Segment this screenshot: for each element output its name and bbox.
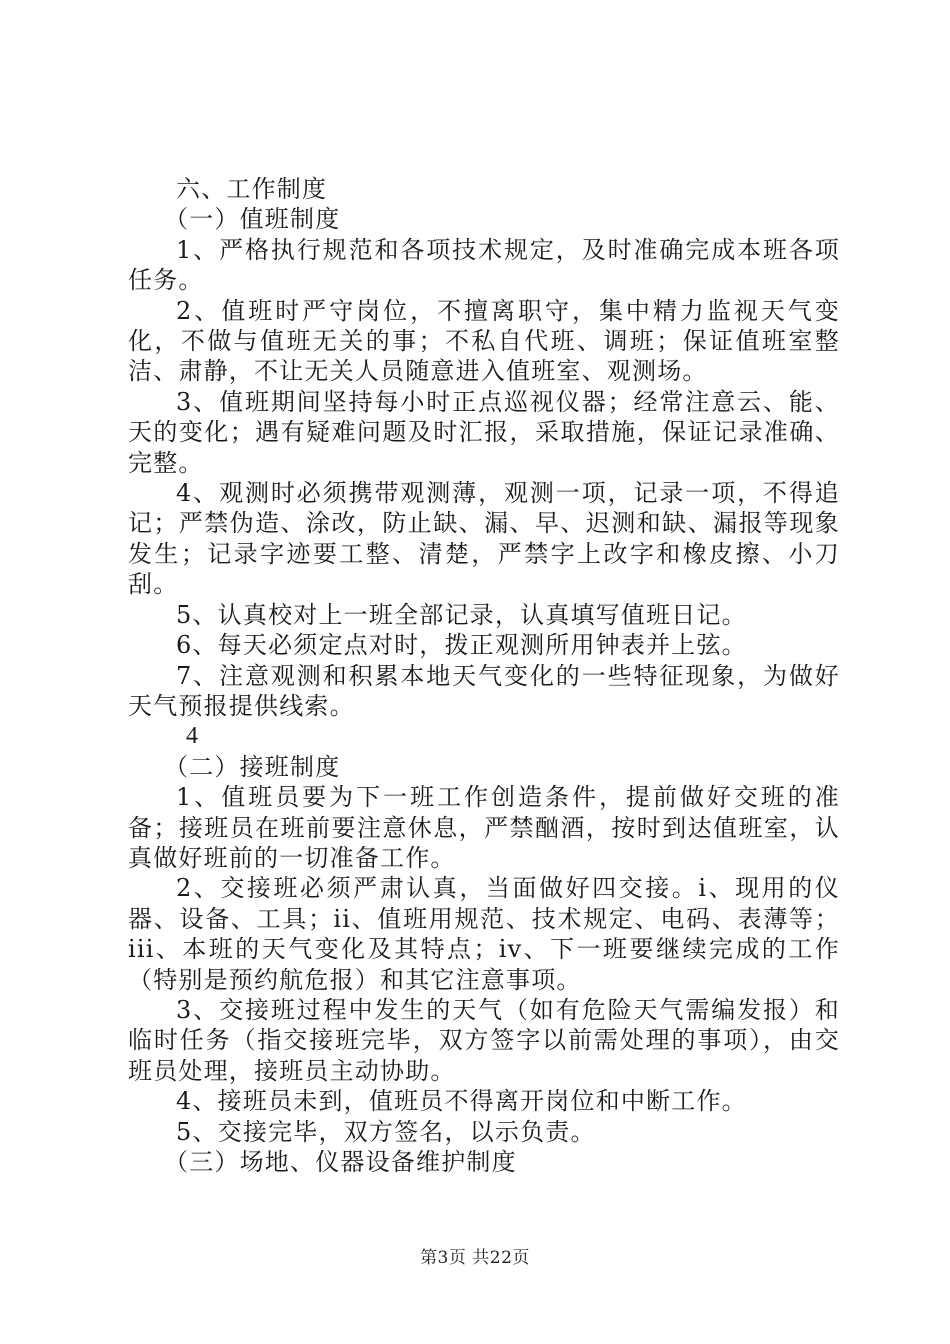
paragraph: 7、注意观测和积累本地天气变化的一些特征现象，为做好天气预报提供线索。	[128, 661, 840, 720]
subsection-heading: （二）接班制度	[164, 752, 341, 781]
paragraph: 1、值班员要为下一班工作创造条件，提前做好交班的准备；接班员在班前要注意休息，严禁酗酒，按时到达值班室，认真做好班前的一切准备工作。	[128, 783, 840, 872]
paragraph: 4、接班员未到，值班员不得离开岗位和中断工作。	[176, 1087, 747, 1116]
paragraph: 5、认真校对上一班全部记录，认真填写值班日记。	[176, 600, 747, 629]
document-body	[128, 174, 840, 1177]
paragraph: 3、交接班过程中发生的天气（如有危险天气需编发报）和临时任务（指交接班完毕，双方签字以前需处理的事项），由交班员处理，接班员主动协助。	[128, 995, 840, 1085]
paragraph: 6、每天必须定点对时，拨正观测所用钟表并上弦。	[176, 631, 747, 660]
paragraph: 2、值班时严守岗位，不擅离职守，集中精力监视天气变化，不做与值班无关的事；不私自代班、调班；保证值班室整洁、肃静，不让无关人员随意进入值班室、观测场。	[128, 296, 840, 386]
page-footer: 第3页 共22页	[420, 1248, 530, 1268]
paragraph: 4、观测时必须携带观测薄，观测一项，记录一项，不得追记；严禁伪造、涂改，防止缺、漏、早、迟测和缺、漏报等现象发生；记录字迹要工整、清楚，严禁字上改字和橡皮擦、小刀刮。	[128, 479, 840, 599]
paragraph: 1、严格执行规范和各项技术规定，及时准确完成本班各项任务。	[128, 235, 840, 295]
inline-number: 4	[186, 723, 200, 750]
section-heading: 六、工作制度	[176, 175, 328, 203]
subsection-heading: （一）值班制度	[164, 205, 341, 234]
paragraph: 5、交接完毕，双方签名，以示负责。	[176, 1117, 596, 1146]
paragraph: 2、交接班必须严肃认真，当面做好四交接。i、现用的仪器、设备、工具；ii、值班用规范、技术规定、电码、表薄等；iii、本班的天气变化及其特点；iv、下一班要继续完成的工作（特别是预约航危报）和其它注意事项。	[128, 874, 840, 994]
paragraph: 3、值班期间坚持每小时正点巡视仪器；经常注意云、能、天的变化；遇有疑难问题及时汇报，采取措施，保证记录准确、完整。	[128, 387, 840, 477]
subsection-heading: （三）场地、仪器设备维护制度	[164, 1148, 517, 1176]
